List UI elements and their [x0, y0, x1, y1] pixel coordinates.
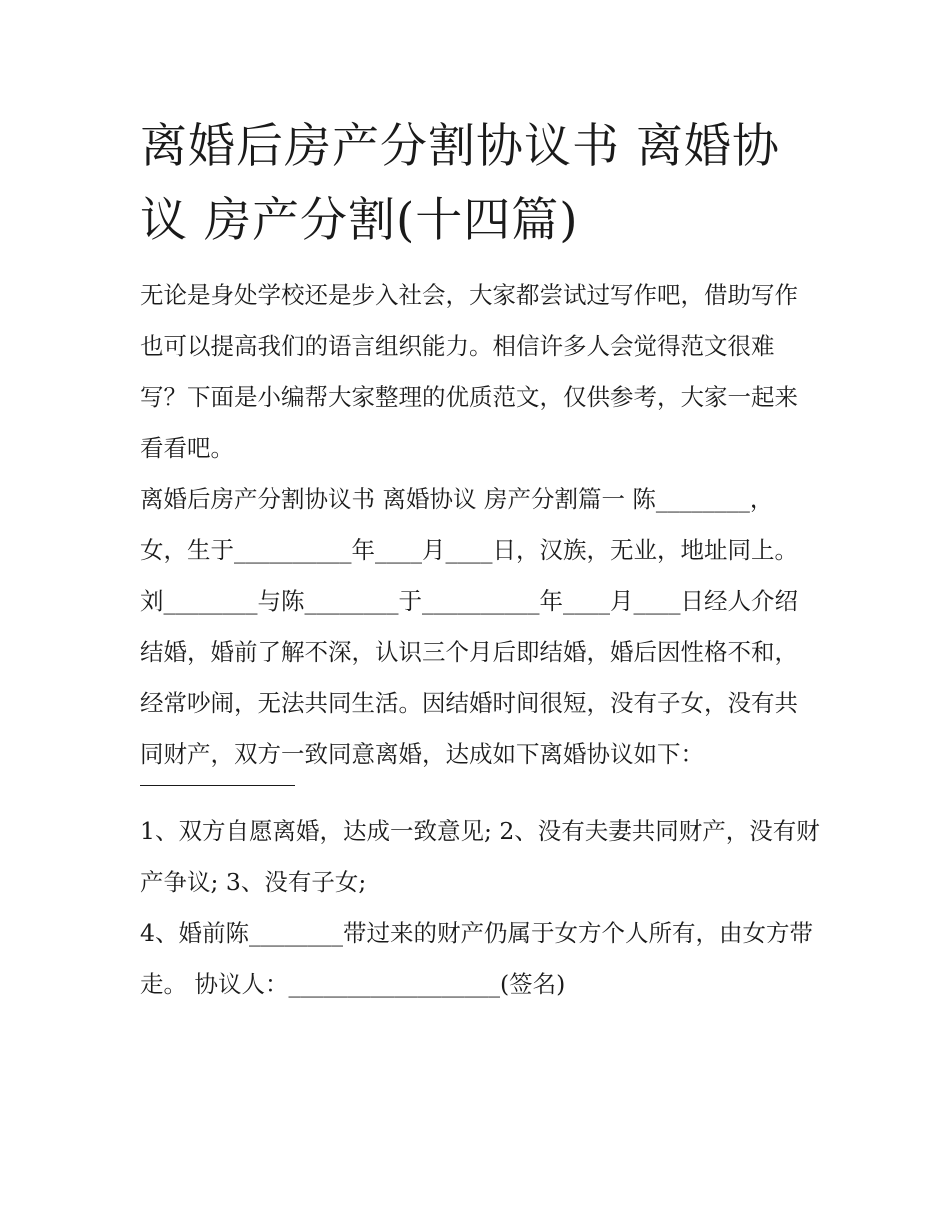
document-title: 离婚后房产分割协议书 离婚协议 房产分割(十四篇) [140, 119, 780, 248]
document-page [140, 110, 820, 1010]
marriage-paragraph: 刘________与陈________于__________年____月____日经人介绍结婚，婚前了解不深，认识三个月后即结婚，婚后因性格不和，经常吵闹，无法共同生活。因结婚时间很短，没有子女，没有共同财产，双方一致同意离婚，达成如下离婚协议如下： [140, 587, 798, 768]
blank-line-divider [140, 785, 295, 786]
intro-paragraph: 无论是身处学校还是步入社会，大家都尝试过写作吧，借助写作也可以提高我们的语言组织能力。相信许多人会觉得范文很难写？下面是小编帮大家整理的优质范文，仅供参考，大家一起来看看吧。 [140, 281, 798, 462]
clause-4-paragraph: 4、婚前陈________带过来的财产仍属于女方个人所有，由女方带走。 协议人：__________________(签名) [140, 919, 813, 998]
clauses-paragraph: 1、双方自愿离婚，达成一致意见; 2、没有夫妻共同财产，没有财产争议; 3、没有子女; [140, 817, 820, 896]
section-heading-paragraph: 离婚后房产分割协议书 离婚协议 房产分割篇一 陈________，女，生于__________年____月____日，汉族，无业，地址同上。 [140, 485, 798, 564]
